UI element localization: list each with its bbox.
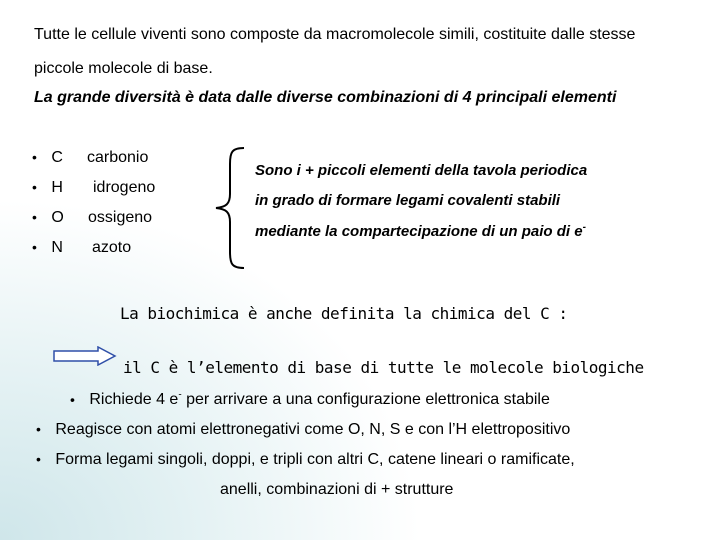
intro-heading: La grande diversità è data dalle diverse combinazioni di 4 principali elementi [34,89,617,106]
element-name: ossigeno [88,209,153,226]
element-symbol: O [51,209,64,226]
list-item [32,149,63,167]
element-symbol: C [51,149,63,166]
property-item: • Reagisce con atomi elettronegativi come O, N, S e con l’H elettropositivo [36,421,571,438]
arrow-statement: il C è l’elemento di base di tutte le molecole biologiche [123,358,644,377]
bullet: • [32,149,37,165]
intro-line-2: piccole molecole di base. [34,60,213,77]
right-arrow-icon [52,346,118,366]
intro-line-1: Tutte le cellule viventi sono composte da macromolecole simili, costituite dalle stesse [34,26,636,43]
bullet: • [36,421,41,437]
bullet: • [36,451,41,467]
bullet: • [70,391,75,408]
side-note-line-3: mediante la compartecipazione di un paio di e- [255,222,586,240]
list-item [32,209,64,227]
list-item [32,239,63,257]
element-symbol: H [51,179,63,196]
bullet: • [32,209,37,225]
side-note-line-2: in grado di formare legami covalenti stabili [255,192,561,209]
bullet: • [32,179,37,195]
property-item: • Forma legami singoli, doppi, e tripli con altri C, catene lineari o ramificate, [36,451,575,468]
element-symbol: N [51,239,63,256]
biochem-definition: La biochimica è anche definita la chimica del C : [120,304,568,323]
list-item [32,179,63,197]
element-name: carbonio [87,149,149,166]
property-continuation: anelli, combinazioni di + strutture [220,481,454,498]
side-note-line-1: Sono i + piccoli elementi della tavola periodica [255,162,588,179]
element-name: azoto [92,239,132,256]
left-brace-icon [208,146,248,270]
property-item: • Richiede 4 e- per arrivare a una configurazione elettronica stabile [70,390,550,409]
element-name: idrogeno [93,179,156,196]
bullet: • [32,239,37,255]
